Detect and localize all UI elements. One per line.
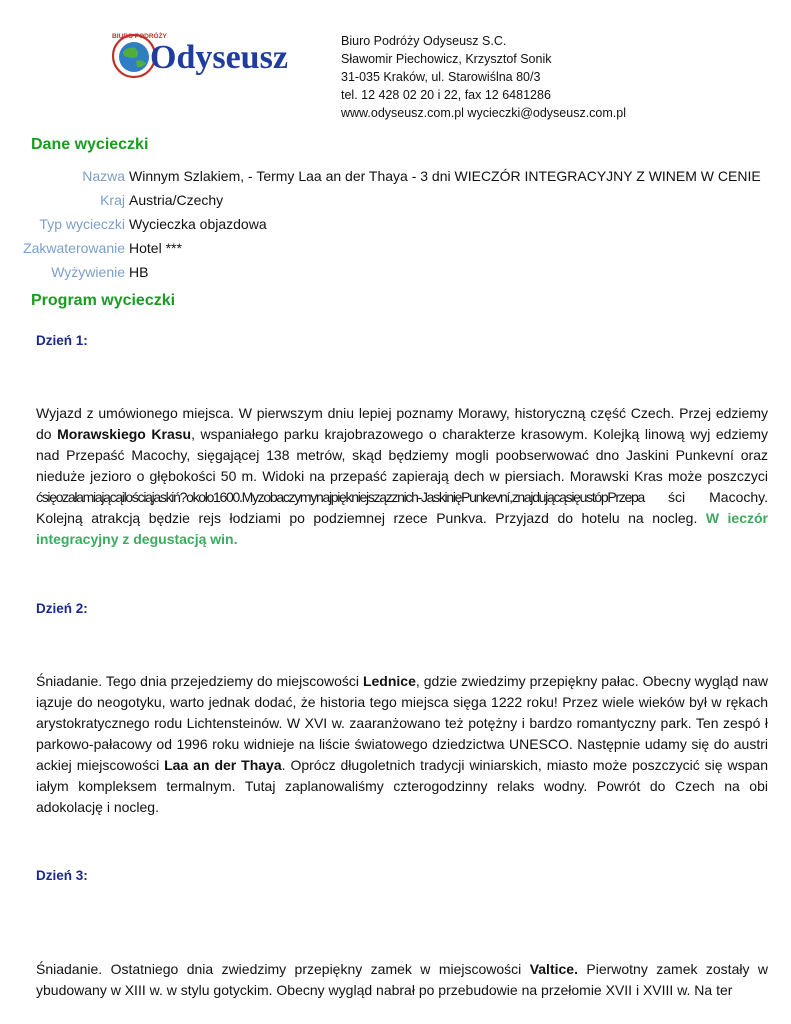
- row-value: Austria/Czechy: [129, 192, 224, 208]
- company-name: Biuro Podróży Odyseusz S.C.: [341, 34, 507, 48]
- trip-row-board: [0, 260, 761, 284]
- row-label: Nazwa: [82, 168, 125, 184]
- row-value: Hotel ***: [129, 240, 182, 256]
- logo-wordmark: Odyseusz: [150, 39, 288, 76]
- company-owners: Sławomir Piechowicz, Krzysztof Sonik: [341, 52, 552, 66]
- trip-row-country: [0, 188, 761, 212]
- company-web: www.odyseusz.com.pl wycieczki@odyseusz.com.pl: [341, 106, 627, 120]
- trip-row-accommodation: [0, 236, 761, 260]
- row-label: Kraj: [100, 192, 125, 208]
- day1-text-1: Wyjazd z umówionego miejsca. W pierwszym dniu lepiej poznamy Morawy, historyczną część Czech. Przej edziemy do: [36, 405, 768, 442]
- trip-row-name: [0, 164, 761, 188]
- company-logo: [106, 26, 306, 84]
- day1-bold-1: Morawskiego Krasu: [57, 426, 192, 442]
- day1-text-4: ści Macochy. Kolejną atrakcją będzie rejs łodziami po podziemnej rzece Punkva. Przyjazd do hotelu na nocleg.: [36, 489, 768, 526]
- day1-title: Dzień 1:: [36, 333, 88, 348]
- trip-info-table: [0, 164, 761, 284]
- day1-description: [36, 403, 768, 550]
- day1-highlight: W ieczór integracyjny z degustacją win.: [36, 510, 768, 547]
- day2-text-1: Śniadanie. Tego dnia przejedziemy do miejscowości: [36, 673, 363, 689]
- day3-bold-1: Valtice.: [529, 961, 578, 977]
- day2-description: [36, 671, 768, 818]
- day3-title: Dzień 3:: [36, 868, 88, 883]
- day2-text-2: , gdzie zwiedzimy przepiękny pałac. Obecny wygląd naw iązuje do neogotyku, warto jednak dodać, że historia tego miejsca sięga 1222 roku! Przez wiele wieków był w rękach arystokratycznego rodu Lichtensteinów. W XVI w. zaaranżowano też potężny i bardzo romantyczny park. Ten zespó ł parkowo-pałacowy od 1996 roku widnieje na liście światowego dziedzictwa UNESCO. Następnie udamy się do austri ackiej miejscowości: [36, 673, 768, 773]
- row-value: HB: [129, 264, 149, 280]
- trip-section-title: Dane wycieczki: [31, 136, 149, 153]
- row-value: Winnym Szlakiem, - Termy Laa an der Thaya - 3 dni WIECZÓR INTEGRACYJNY Z WINEM W CENIE: [129, 168, 761, 184]
- day2-text-3: . Oprócz długoletnich tradycji winiarskich, miasto może poszczycić się wspan iałym kompleksem termalnym. Tutaj zaplanowaliśmy czterogodzinny relaks wodny. Powrót do Czech na obi adokolację i nocleg.: [36, 757, 768, 815]
- company-info: [341, 32, 626, 122]
- trip-row-type: [0, 212, 761, 236]
- day1-text-3: ćsięozałamiającąilościąjaskiń?około1600.Myzobaczymynajpiękniejszązznich-JaskinięPunkevní,znajdującąsięustópPrzepa: [36, 489, 644, 505]
- logo-arc-text: BIURO PODRÓŻY: [112, 33, 167, 40]
- day3-description: [36, 959, 768, 1001]
- day2-bold-1: Lednice: [362, 673, 416, 689]
- row-label: Zakwaterowanie: [23, 240, 125, 256]
- row-value: Wycieczka objazdowa: [129, 216, 267, 232]
- day2-title: Dzień 2:: [36, 601, 88, 616]
- company-phone: tel. 12 428 02 20 i 22, fax 12 6481286: [341, 88, 551, 102]
- company-address: 31-035 Kraków, ul. Starowiślna 80/3: [341, 70, 541, 84]
- row-label: Typ wycieczki: [39, 216, 125, 232]
- day3-text-2: Pierwotny zamek zostały w ybudowany w XIII w. w stylu gotyckim. Obecny wygląd nabrał po przebudowie na przełomie XVII i XVIII w. Na ter: [36, 961, 768, 998]
- program-section-title: Program wycieczki: [31, 292, 176, 309]
- day1-text-2: , wspaniałego parku krajobrazowego o charakterze krasowym. Kolejką linową wyj edziemy nad Przepaść Macochy, sięgającej 138 metrów, skąd będziemy mogli poobserwować dno Jaskini Punkevní oraz nieduże jezioro o głębokości 50 m. Widoki na przepaść zapierają dech w piersiach. Morawski Kras może poszczyci: [36, 426, 769, 484]
- day3-text-1: Śniadanie. Ostatniego dnia zwiedzimy przepiękny zamek w miejscowości: [36, 961, 530, 977]
- row-label: Wyżywienie: [51, 264, 125, 280]
- day2-bold-2: Laa an der Thaya: [164, 757, 282, 773]
